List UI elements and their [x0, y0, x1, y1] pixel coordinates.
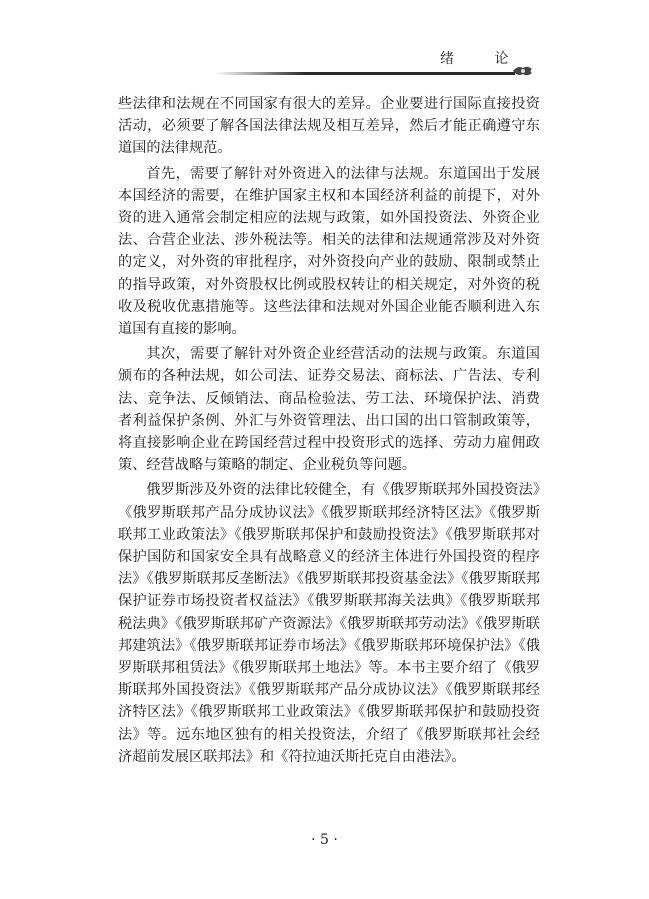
header-rule	[215, 72, 515, 75]
body-text	[118, 93, 540, 768]
paragraph-continuation: 些法律和法规在不同国家有很大的差异。企业要进行国际直接投资活动，必须要了解各国法律法规及相互差异，然后才能正确遵守东道国的法律规范。	[118, 96, 540, 157]
running-header-title: 绪 论	[440, 51, 527, 67]
page-number: · 5 ·	[311, 832, 338, 848]
header-ornament-icon	[512, 64, 534, 78]
paragraph-russia-laws: 俄罗斯涉及外资的法律比较健全，有《俄罗斯联邦外国投资法》《俄罗斯联邦产品分成协议法》《俄罗斯联邦经济特区法》《俄罗斯联邦工业政策法》《俄罗斯联邦保护和鼓励投资法》《俄罗斯联邦对保护国防和国家安全具有战略意义的经济主体进行外国投资的程序法》《俄罗斯联邦反垄断法》《俄罗斯联邦投资基金法》《俄罗斯联邦保护证券市场投资者权益法》《俄罗斯联邦海关法典》《俄罗斯联邦税法典》《俄罗斯联邦矿产资源法》《俄罗斯联邦劳动法》《俄罗斯联邦建筑法》《俄罗斯联邦证券市场法》《俄罗斯联邦环境保护法》《俄罗斯联邦租赁法》《俄罗斯联邦土地法》等。本书主要介绍了《俄罗斯联邦外国投资法》《俄罗斯联邦产品分成协议法》《俄罗斯联邦经济特区法》《俄罗斯联邦工业政策法》《俄罗斯联邦保护和鼓励投资法》等。远东地区独有的相关投资法，介绍了《俄罗斯联邦社会经济超前发展区联邦法》和《符拉迪沃斯托克自由港法》。	[118, 482, 540, 765]
running-header	[0, 40, 649, 80]
paragraph-operation-laws: 其次，需要了解针对外资企业经营活动的法规与政策。东道国颁布的各种法规，如公司法、证券交易法、商标法、广告法、专利法、竞争法、反倾销法、商品检验法、劳工法、环境保护法、消费者利益保护条例、外汇与外资管理法、出口国的出口管制政策等，将直接影响企业在跨国经营过程中投资形式的选择、劳动力雇佣政策、经营战略与策略的制定、企业税负等问题。	[118, 346, 540, 474]
paragraph-foreign-entry-laws: 首先，需要了解针对外资进入的法律与法规。东道国出于发展本国经济的需要，在维护国家主权和本国经济利益的前提下，对外资的进入通常会制定相应的法规与政策，如外国投资法、外资企业法、合营企业法、涉外税法等。相关的法律和法规通常涉及对外资的定义，对外资的审批程序，对外资投向产业的鼓励、限制或禁止的指导政策，对外资股权比例或股权转让的相关规定，对外资的税收及税收优惠措施等。这些法律和法规对外国企业能否顺利进入东道国有直接的影响。	[118, 165, 540, 338]
